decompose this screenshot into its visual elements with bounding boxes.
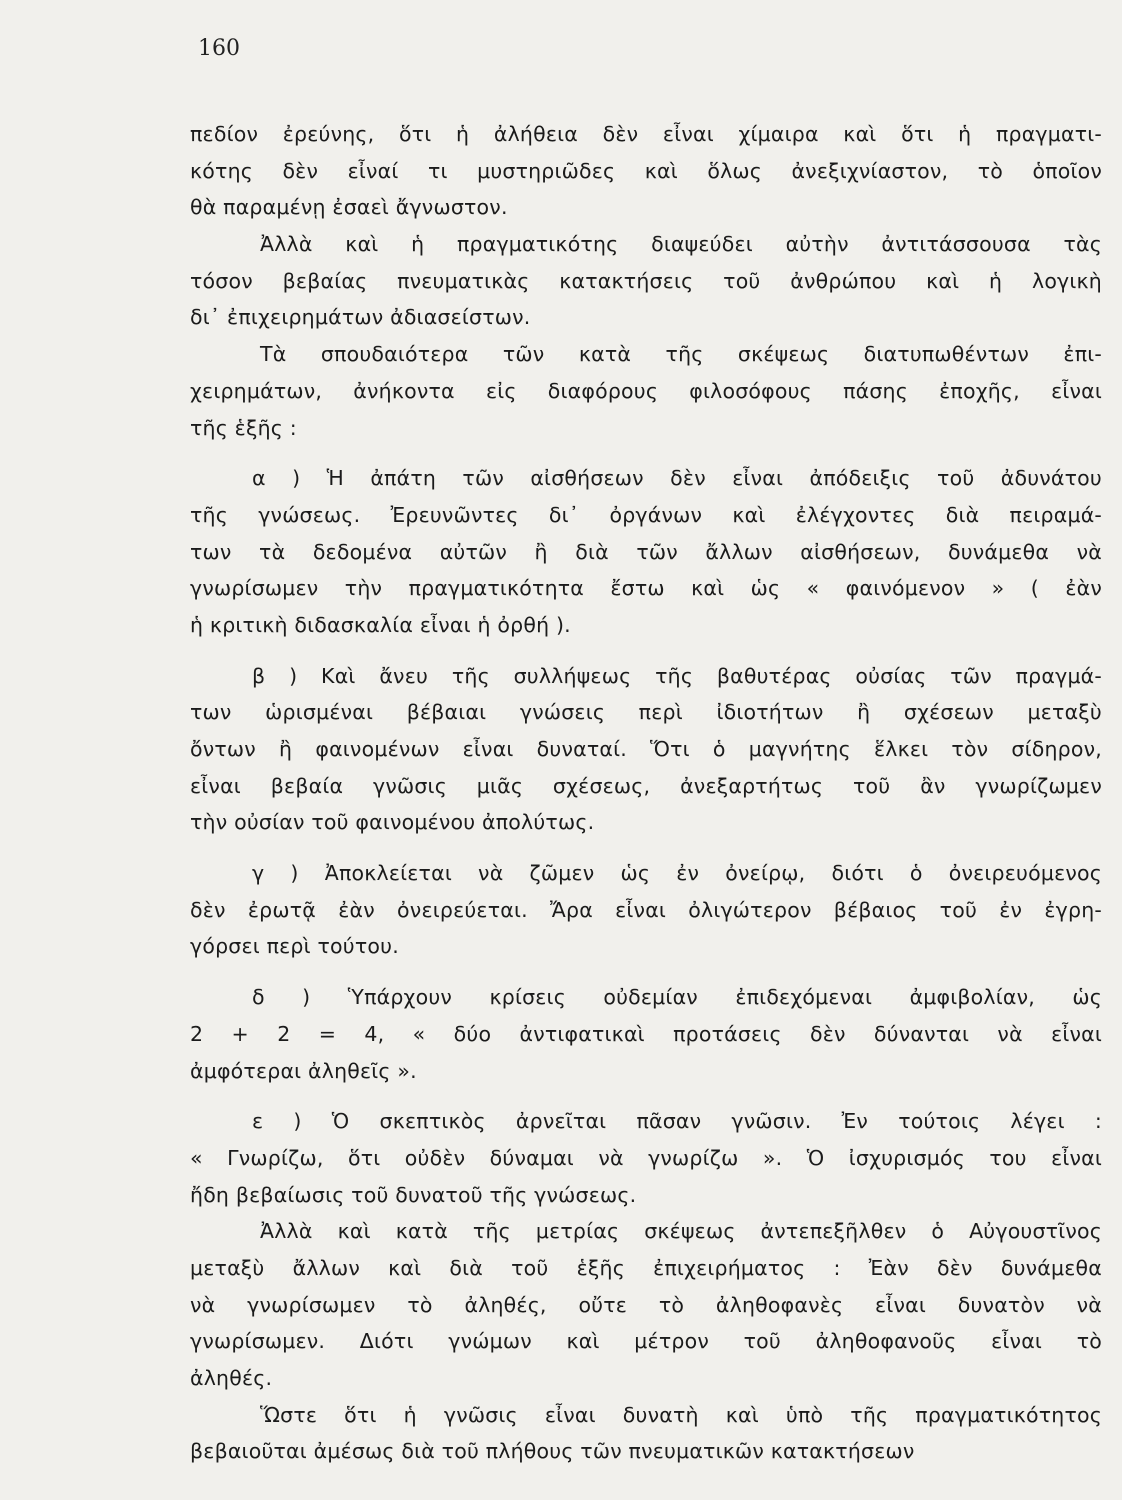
page-number: 160 bbox=[198, 36, 240, 61]
paragraph bbox=[190, 1103, 1102, 1213]
paragraph bbox=[190, 460, 1102, 643]
text-line: ἤδη βεβαίωσις τοῦ δυνατοῦ τῆς γνώσεως. bbox=[190, 1182, 637, 1207]
text-line: δ ) Ὑπάρχουν κρίσεις οὐδεμίαν ἐπιδεχόμεναι ἀμφιβολίαν, ὡς bbox=[252, 985, 1102, 1010]
text-line: χειρημάτων, ἀνήκοντα εἰς διαφόρους φιλοσόφους πάσης ἐποχῆς, εἶναι bbox=[190, 378, 1102, 403]
text-line: βεβαιοῦται ἀμέσως διὰ τοῦ πλήθους τῶν πνευματικῶν κατακτήσεων bbox=[190, 1439, 915, 1464]
text-line: α ) Ἡ ἀπάτη τῶν αἰσθήσεων δὲν εἶναι ἀπόδειξις τοῦ ἀδυνάτου bbox=[252, 466, 1102, 491]
paragraph bbox=[190, 979, 1102, 1089]
paragraph bbox=[190, 116, 1102, 226]
text-line: β ) Καὶ ἄνευ τῆς συλλήψεως τῆς βαθυτέρας οὐσίας τῶν πραγμά- bbox=[252, 663, 1102, 688]
text-line: γ ) Ἀποκλείεται νὰ ζῶμεν ὡς ἐν ὀνείρῳ, διότι ὁ ὀνειρευόμενος bbox=[252, 861, 1102, 886]
paragraph-gap bbox=[190, 644, 1102, 658]
paragraph-gap bbox=[190, 841, 1102, 855]
paragraph-gap bbox=[190, 446, 1102, 460]
text-line: τῆς ἑξῆς : bbox=[190, 415, 297, 440]
paragraph bbox=[190, 1397, 1102, 1470]
text-line: τὴν οὐσίαν τοῦ φαινομένου ἀπολύτως. bbox=[190, 810, 595, 835]
text-line: πεδίον ἐρεύνης, ὅτι ἡ ἀλήθεια δὲν εἶναι χίμαιρα καὶ ὅτι ἡ πραγματι- bbox=[190, 122, 1102, 146]
text-line: δὲν ἐρωτᾷ ἐὰν ὀνειρεύεται. Ἄρα εἶναι ὀλιγώτερον βέβαιος τοῦ ἐν ἐγρη- bbox=[190, 897, 1102, 922]
text-line: ε ) Ὁ σκεπτικὸς ἀρνεῖται πᾶσαν γνῶσιν. Ἐν τούτοις λέγει : bbox=[252, 1109, 1102, 1134]
text-line: κότης δὲν εἶναί τι μυστηριῶδες καὶ ὅλως ἀνεξιχνίαστον, τὸ ὁποῖον bbox=[190, 158, 1102, 183]
text-line: ἀληθές. bbox=[190, 1366, 273, 1390]
text-line: τῆς γνώσεως. Ἐρευνῶντες δι᾿ ὀργάνων καὶ ἐλέγχοντες διὰ πειραμά- bbox=[190, 502, 1102, 527]
text-line: ἀμφότεραι ἀληθεῖς ». bbox=[190, 1058, 417, 1083]
text-line: « Γνωρίζω, ὅτι οὐδὲν δύναμαι νὰ γνωρίζω ». Ὁ ἰσχυρισμός του εἶναι bbox=[190, 1145, 1102, 1170]
text-line: νὰ γνωρίσωμεν τὸ ἀληθές, οὔτε τὸ ἀληθοφανὲς εἶναι δυνατὸν νὰ bbox=[190, 1292, 1102, 1317]
text-line: των ὡρισμέναι βέβαιαι γνώσεις περὶ ἰδιοτήτων ἢ σχέσεων μεταξὺ bbox=[190, 700, 1102, 725]
paragraph-gap bbox=[190, 1089, 1102, 1103]
text-line: μεταξὺ ἄλλων καὶ διὰ τοῦ ἑξῆς ἐπιχειρήματος : Ἐὰν δὲν δυνάμεθα bbox=[190, 1255, 1102, 1280]
text-line: γόρσει περὶ τούτου. bbox=[190, 934, 399, 959]
paragraph-gap bbox=[190, 965, 1102, 979]
paragraph bbox=[190, 855, 1102, 965]
page-body-text bbox=[190, 116, 1102, 1470]
text-line: Ὥστε ὅτι ἡ γνῶσις εἶναι δυνατὴ καὶ ὑπὸ τῆς πραγματικότητος bbox=[260, 1402, 1102, 1427]
paragraph bbox=[190, 1213, 1102, 1396]
text-line: ὄντων ἢ φαινομένων εἶναι δυναταί. Ὅτι ὁ μαγνήτης ἕλκει τὸν σίδηρον, bbox=[190, 737, 1102, 761]
text-line: δι᾿ ἐπιχειρημάτων ἀδιασείστων. bbox=[190, 305, 531, 330]
text-line: Ἀλλὰ καὶ κατὰ τῆς μετρίας σκέψεως ἀντεπεξῆλθεν ὁ Αὐγουστῖνος bbox=[260, 1219, 1102, 1244]
paragraph bbox=[190, 226, 1102, 336]
text-line: Τὰ σπουδαιότερα τῶν κατὰ τῆς σκέψεως διατυπωθέντων ἐπι- bbox=[260, 342, 1102, 367]
text-line: γνωρίσωμεν τὴν πραγματικότητα ἔστω καὶ ὡς « φαινόμενον » ( ἐὰν bbox=[190, 576, 1102, 601]
text-line: τόσον βεβαίας πνευματικὰς κατακτήσεις τοῦ ἀνθρώπου καὶ ἡ λογικὴ bbox=[190, 268, 1102, 293]
text-line: ἡ κριτικὴ διδασκαλία εἶναι ἡ ὀρθή ). bbox=[190, 612, 571, 637]
text-line: Ἀλλὰ καὶ ἡ πραγματικότης διαψεύδει αὐτὴν ἀντιτάσσουσα τὰς bbox=[260, 232, 1102, 257]
text-line: γνωρίσωμεν. Διότι γνώμων καὶ μέτρον τοῦ ἀληθοφανοῦς εἶναι τὸ bbox=[190, 1329, 1102, 1354]
text-line: των τὰ δεδομένα αὐτῶν ἢ διὰ τῶν ἄλλων αἰσθήσεων, δυνάμεθα νὰ bbox=[190, 539, 1102, 564]
text-line: 2 + 2 = 4, « δύο ἀντιφατικαὶ προτάσεις δὲν δύνανται νὰ εἶναι bbox=[190, 1021, 1102, 1046]
paragraph bbox=[190, 336, 1102, 446]
text-line: θὰ παραμένῃ ἐσαεὶ ἄγνωστον. bbox=[190, 195, 508, 220]
text-line: εἶναι βεβαία γνῶσις μιᾶς σχέσεως, ἀνεξαρτήτως τοῦ ἂν γνωρίζωμεν bbox=[190, 773, 1102, 798]
paragraph bbox=[190, 658, 1102, 841]
